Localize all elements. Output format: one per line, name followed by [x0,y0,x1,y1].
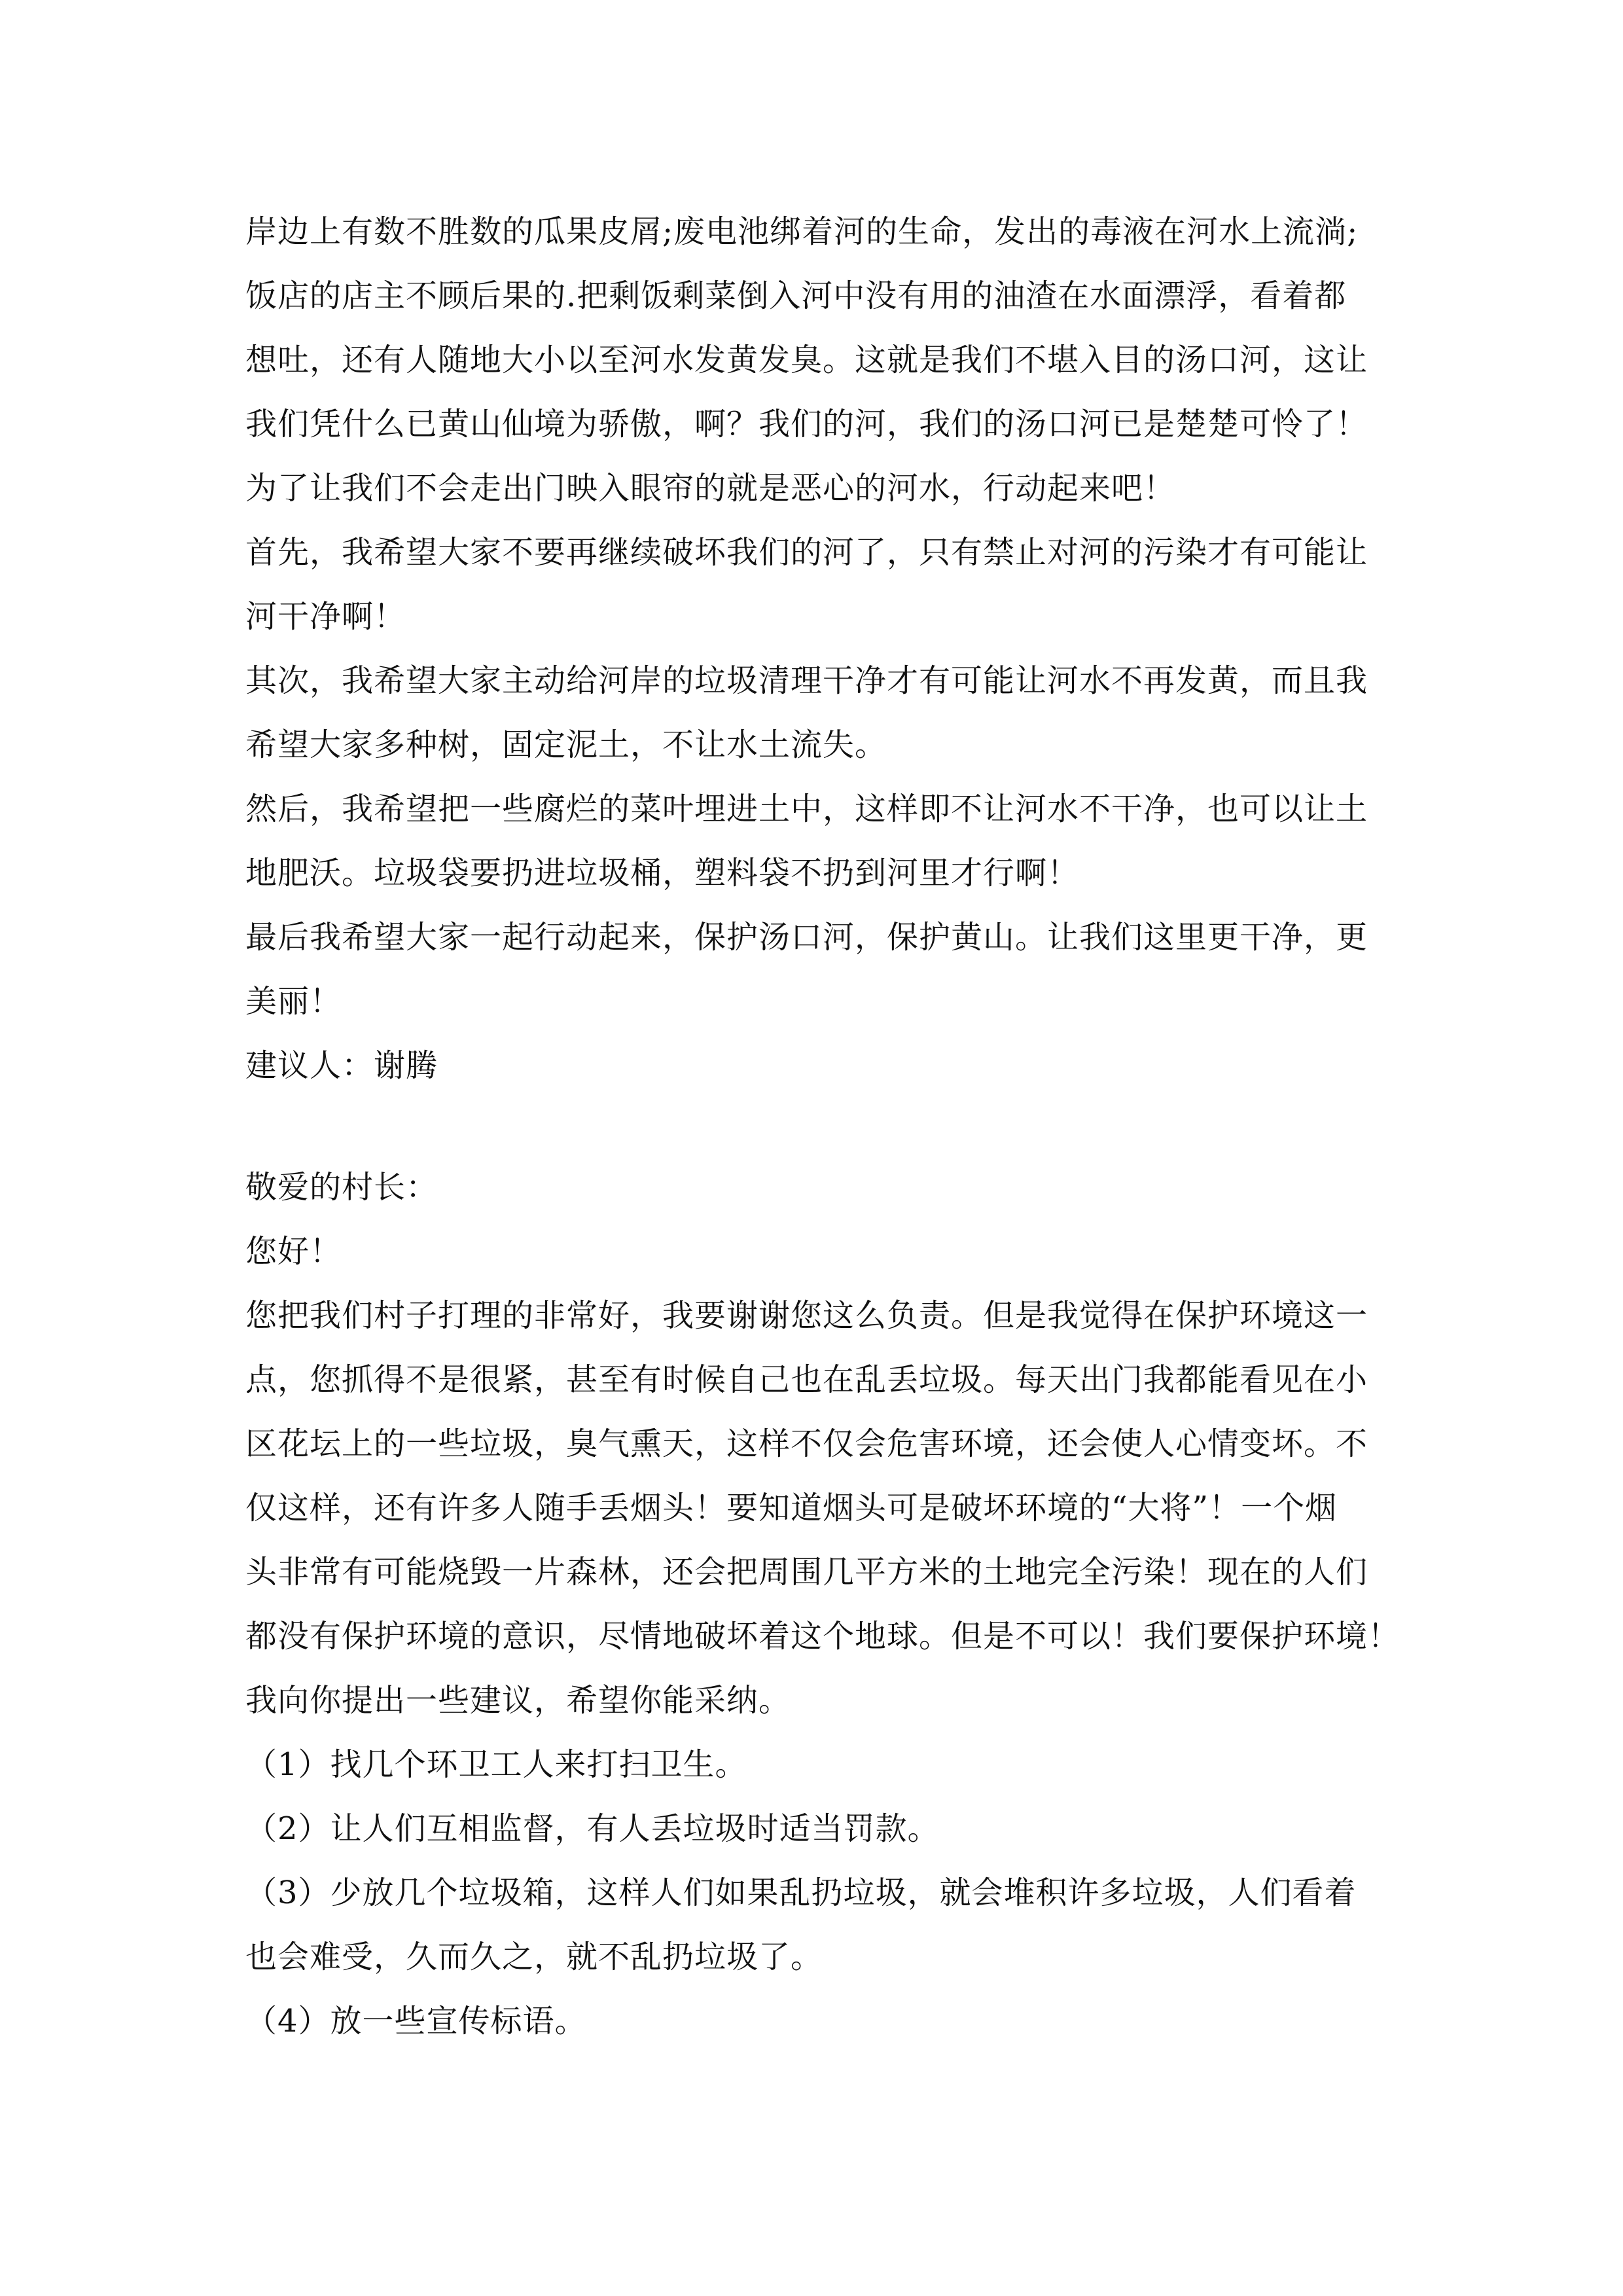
text-line: 我向你提出一些建议，希望你能采纳。 [245,1682,791,1719]
text-line: 都没有保护环境的意识，尽情地破坏着这个地球。但是不可以！我们要保护环境！ [245,1618,1400,1655]
text-line: 区花坛上的一些垃圾，臭气熏天，这样不仅会危害环境，还会使人心情变坏。不 [245,1426,1368,1462]
signature-line: 建议人：谢腾 [245,1047,438,1084]
proposal-text-section [245,200,1384,1098]
text-line: 首先，我希望大家不要再继续破坏我们的河了，只有禁止对河的污染才有可能让 [245,534,1368,571]
list-item: （4）放一些宣传标语。 [245,2003,587,2039]
text-line: 为了让我们不会走出门映入眼帘的就是恶心的河水，行动起来吧！ [245,470,1176,507]
text-line: 我们凭什么已黄山仙境为骄傲，啊？我们的河，我们的汤口河已是楚楚可怜了！ [245,406,1368,442]
list-item: （2）让人们互相监督，有人丢垃圾时适当罚款。 [245,1810,940,1847]
text-line: 希望大家多种树，固定泥土，不让水土流失。 [245,726,887,763]
text-line: 其次，我希望大家主动给河岸的垃圾清理干净才有可能让河水不再发黄，而且我 [245,662,1368,699]
text-line: 想吐，还有人随地大小以至河水发黄发臭。这就是我们不堪入目的汤口河，这让 [245,342,1368,378]
list-item: （3）少放几个垃圾箱，这样人们如果乱扔垃圾，就会堆积许多垃圾，人们看着 [245,1874,1357,1911]
text-line: 头非常有可能烧毁一片森林，还会把周围几平方米的土地完全污染！现在的人们 [245,1554,1368,1590]
list-item: 也会难受，久而久之，就不乱扔垃圾了。 [245,1939,823,1975]
text-line: 您把我们村子打理的非常好，我要谢谢您这么负责。但是我觉得在保护环境这一 [245,1297,1368,1334]
letter-salutation: 敬爱的村长： [245,1169,438,1206]
text-line: 美丽！ [245,983,342,1020]
text-line: 仅这样，还有许多人随手丢烟头！要知道烟头可是破坏环境的“大将”！一个烟 [245,1490,1338,1526]
letter-greeting: 您好！ [245,1233,342,1270]
text-line: 地肥沃。垃圾袋要扔进垃圾桶，塑料袋不扔到河里才行啊！ [245,855,1080,891]
text-line: 然后，我希望把一些腐烂的菜叶埋进土中，这样即不让河水不干净，也可以让土 [245,791,1368,827]
text-line: 河干净啊！ [245,598,406,635]
list-item: （1）找几个环卫工人来打扫卫生。 [245,1746,747,1783]
text-line: 点，您抓得不是很紧，甚至有时候自己也在乱丢垃圾。每天出门我都能看见在小 [245,1361,1368,1398]
text-line: 饭店的店主不顾后果的.把剩饭剩菜倒入河中没有用的油渣在水面漂浮，看着都 [245,278,1347,314]
letter-text-section [245,1155,1400,2053]
text-line: 最后我希望大家一起行动起来，保护汤口河，保护黄山。让我们这里更干净，更 [245,919,1368,956]
text-line: 岸边上有数不胜数的瓜果皮屑;废电池绑着河的生命，发出的毒液在河水上流淌; [245,213,1359,250]
